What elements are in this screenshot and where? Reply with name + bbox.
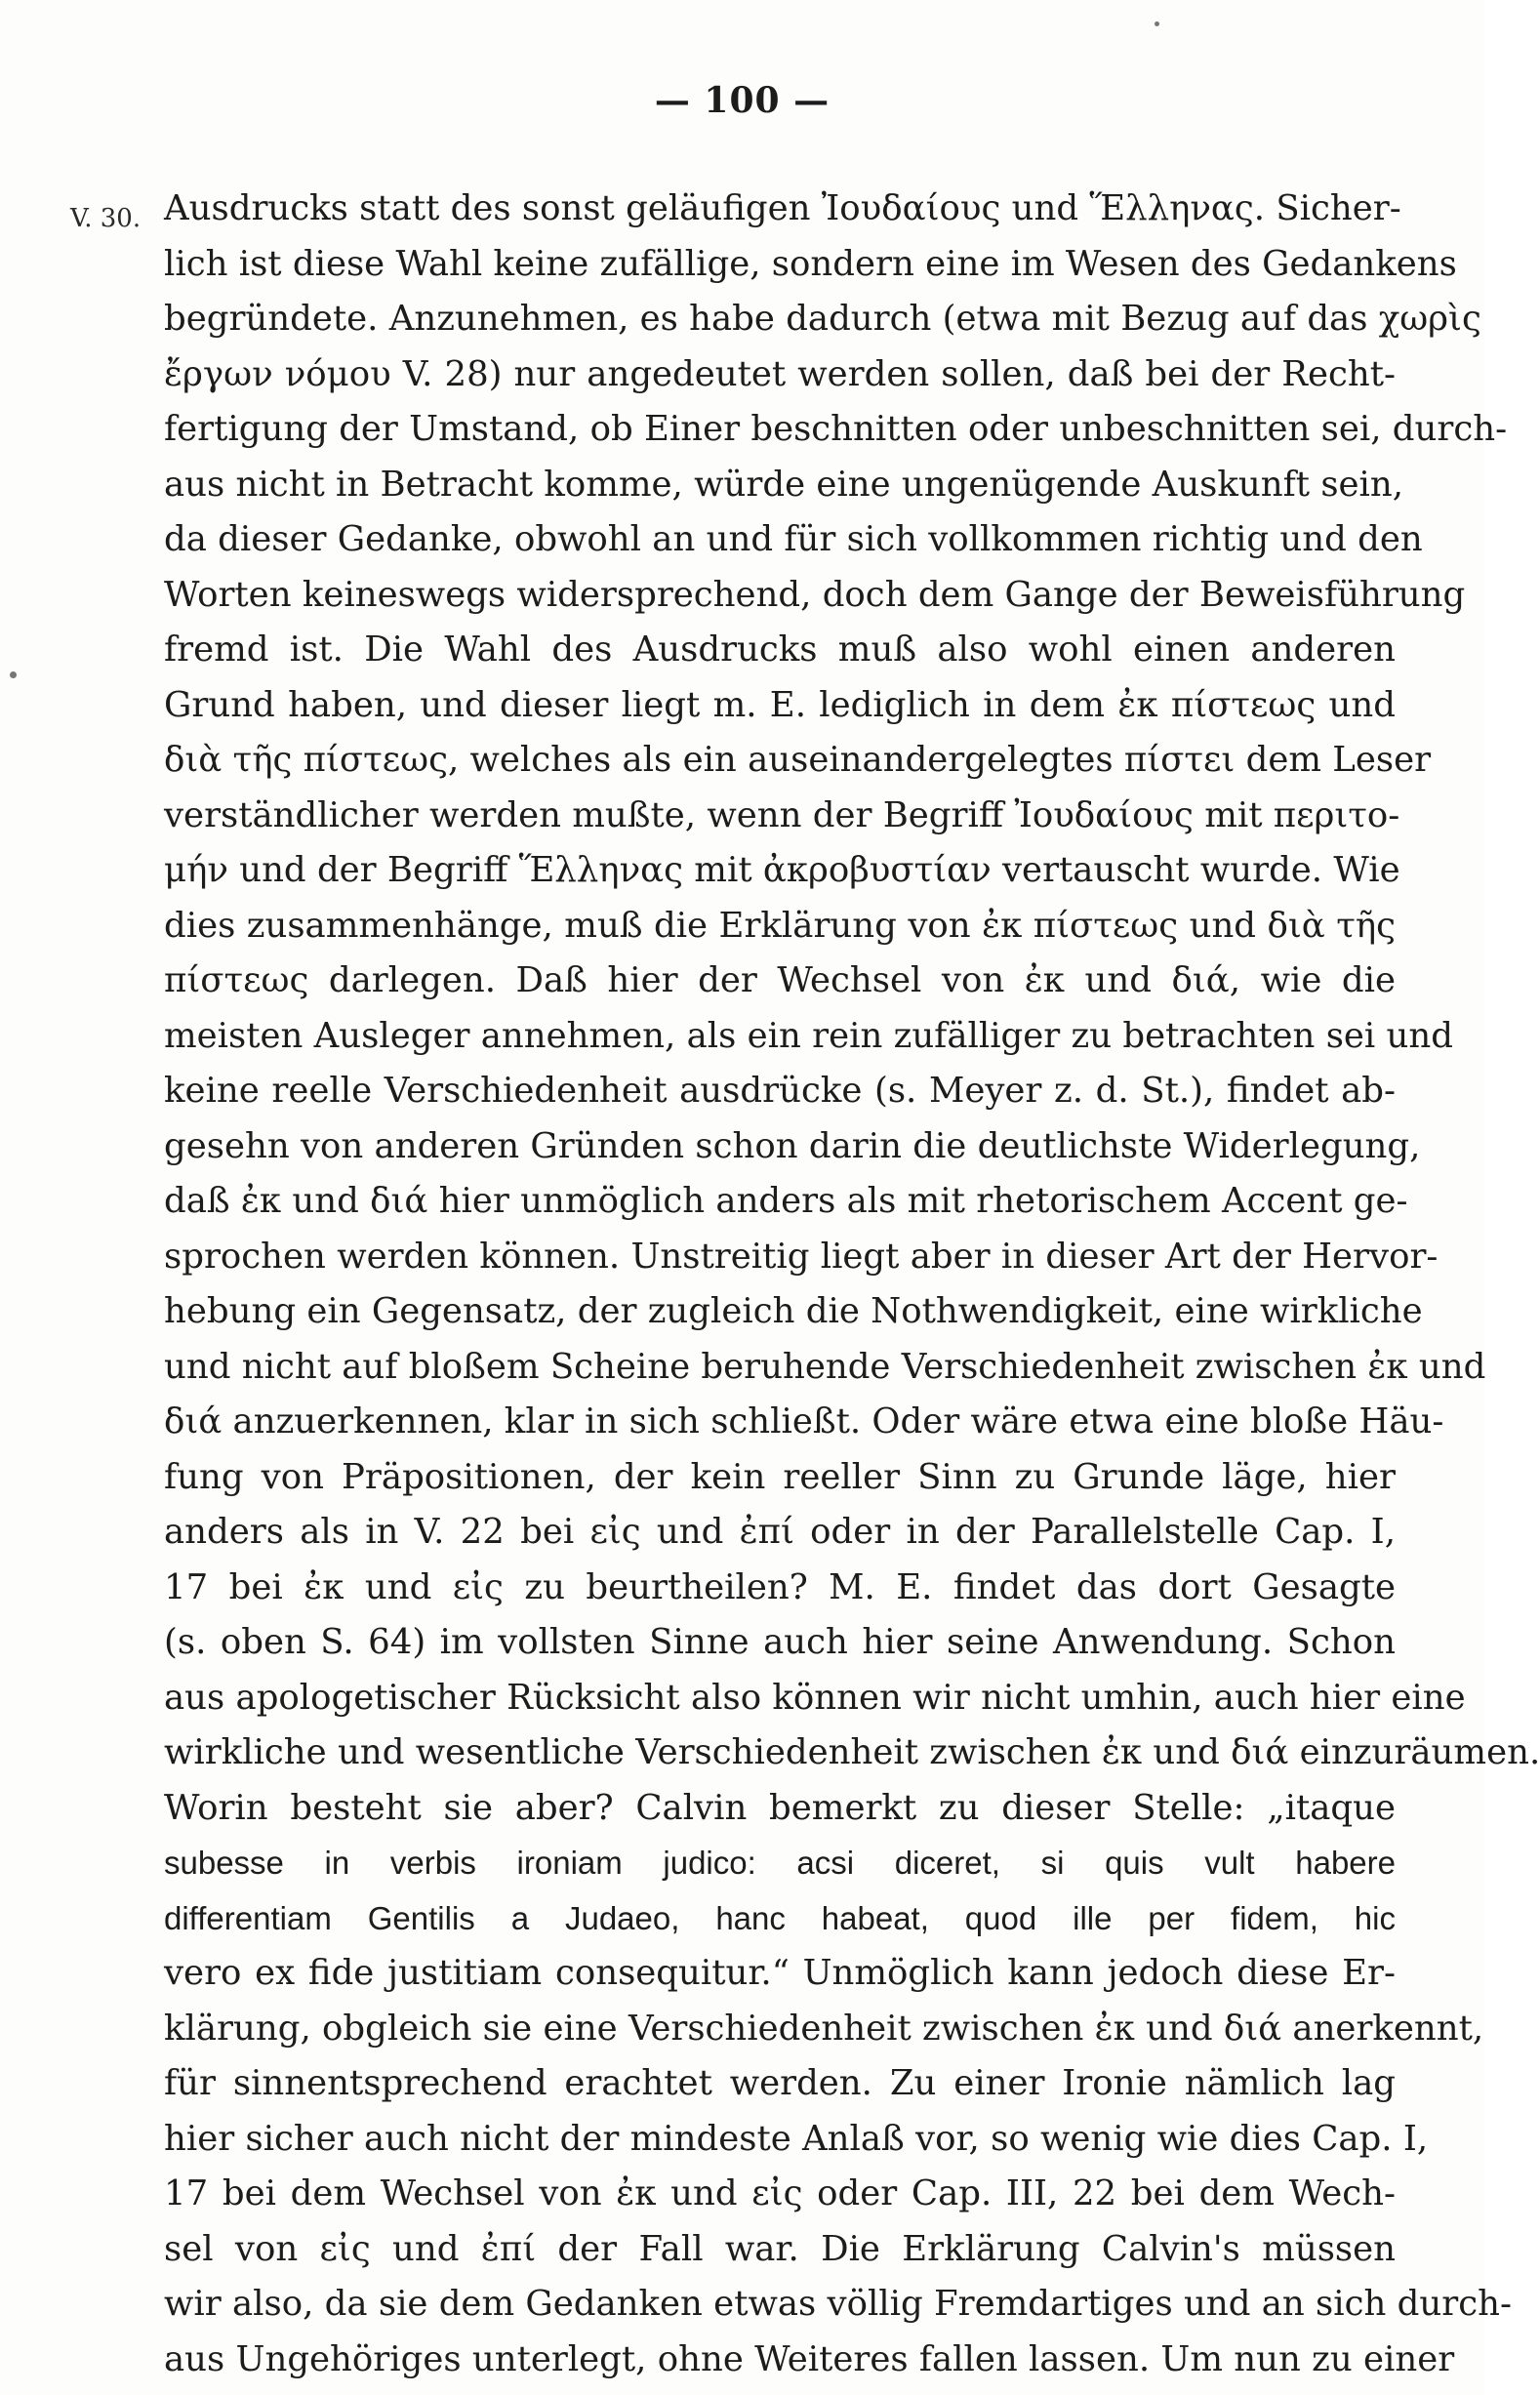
paper-speck [10,671,17,678]
text-line: begründete. Anzunehmen, es habe dadurch (etwa mit Bezug auf das χωρὶς [164,299,1481,339]
page-number-header: — 100 — [654,80,831,121]
text-line: wirkliche und wesentliche Verschiedenheit zwischen ἐκ und διά einzuräumen. [164,1732,1540,1772]
text-line: da dieser Gedanke, obwohl an und für sich vollkommen richtig und den [164,519,1423,559]
text-line: aus apologetischer Rücksicht also können wir nicht umhin, auch hier eine [164,1677,1466,1718]
text-line: wir also, da sie dem Gedanken etwas völlig Fremdartiges und an sich durch- [164,2284,1512,2324]
text-line: meisten Ausleger annehmen, als ein rein zufälliger zu betrachten sei und [164,1015,1454,1056]
text-line: hier sicher auch nicht der mindeste Anlaß vor, so wenig wie dies Cap. I, [164,2118,1429,2159]
body-text [164,182,1540,2387]
text-line: für sinnentsprechend erachtet werden. Zu einer Ironie nämlich lag [164,2063,1396,2103]
text-line: πίστεως darlegen. Daß hier der Wechsel von ἐκ und διά, wie die [164,960,1396,1000]
paper-speck [1155,21,1159,26]
text-line: Worin besteht sie aber? Calvin bemerkt zu dieser Stelle: „itaque [164,1787,1396,1828]
text-line: 17 bei ἐκ und εἰς zu beurtheilen? M. E. findet das dort Gesagte [164,1566,1396,1607]
text-line: Grund haben, und dieser liegt m. E. lediglich in dem ἐκ πίστεως und [164,684,1396,725]
text-line: aus nicht in Betracht komme, würde eine ungenügende Auskunft sein, [164,464,1404,505]
text-line: dies zusammenhänge, muß die Erklärung von ἐκ πίστεως und διὰ τῆς [164,905,1396,946]
text-line: διὰ τῆς πίστεως, welches als ein auseinandergelegtes πίστει dem Leser [164,740,1432,780]
text-line: gesehn von anderen Gründen schon darin die deutlichste Widerlegung, [164,1125,1421,1166]
text-line: fremd ist. Die Wahl des Ausdrucks muß also wohl einen anderen [164,629,1396,670]
text-line: διά anzuerkennen, klar in sich schließt. Oder wäre etwa eine bloße Häu- [164,1401,1444,1441]
text-line: Worten keineswegs widersprechend, doch dem Gange der Beweisführung [164,574,1466,615]
text-line: fung von Präpositionen, der kein reeller Sinn zu Grunde läge, hier [164,1456,1396,1497]
text-line: klärung, obgleich sie eine Verschiedenheit zwischen ἐκ und διά anerkennt, [164,2008,1484,2049]
text-line: hebung ein Gegensatz, der zugleich die Nothwendigkeit, eine wirkliche [164,1291,1423,1331]
text-line: Ausdrucks statt des sonst geläufigen Ἰουδαίους und Ἕλληνας. Sicher- [164,188,1401,228]
text-line: vero ex fide justitiam consequitur.“ Unmöglich kann jedoch diese Er- [164,1953,1396,1993]
text-line: und nicht auf bloßem Scheine beruhende Verschiedenheit zwischen ἐκ und [164,1346,1486,1387]
latin-quote-line: subesse in verbis ironiam judico: acsi diceret, si quis vult habere [164,1845,1396,1881]
text-line: lich ist diese Wahl keine zufällige, sondern eine im Wesen des Gedankens [164,243,1457,284]
text-line: 17 bei dem Wechsel von ἐκ und εἰς oder Cap. III, 22 bei dem Wech- [164,2173,1396,2213]
latin-quote-line: differentiam Gentilis a Judaeo, hanc habeat, quod ille per fidem, hic [164,1899,1396,1936]
text-line: sel von εἰς und ἐπί der Fall war. Die Erklärung Calvin's müssen [164,2228,1396,2269]
text-line: ἔργων νόμου V. 28) nur angedeutet werden sollen, daß bei der Recht- [164,353,1396,394]
text-line: fertigung der Umstand, ob Einer beschnitten oder unbeschnitten sei, durch- [164,409,1508,449]
verse-marker: V. 30. [70,204,142,233]
text-line: verständlicher werden mußte, wenn der Begriff Ἰουδαίους mit περιτο- [164,794,1400,835]
text-line: keine reelle Verschiedenheit ausdrücke (s. Meyer z. d. St.), findet ab- [164,1071,1396,1111]
text-line: daß ἐκ und διά hier unmöglich anders als mit rhetorischem Accent ge- [164,1181,1408,1221]
text-line: sprochen werden können. Unstreitig liegt aber in dieser Art der Hervor- [164,1236,1439,1277]
text-line: μήν und der Begriff Ἕλληνας mit ἀκροβυστίαν vertauscht wurde. Wie [164,850,1400,890]
text-line: anders als in V. 22 bei εἰς und ἐπί oder in der Parallelstelle Cap. I, [164,1512,1396,1552]
text-line: aus Ungehöriges unterlegt, ohne Weiteres fallen lassen. Um nun zu einer [164,2338,1455,2379]
text-line: (s. oben S. 64) im vollsten Sinne auch hier seine Anwendung. Schon [164,1622,1396,1662]
